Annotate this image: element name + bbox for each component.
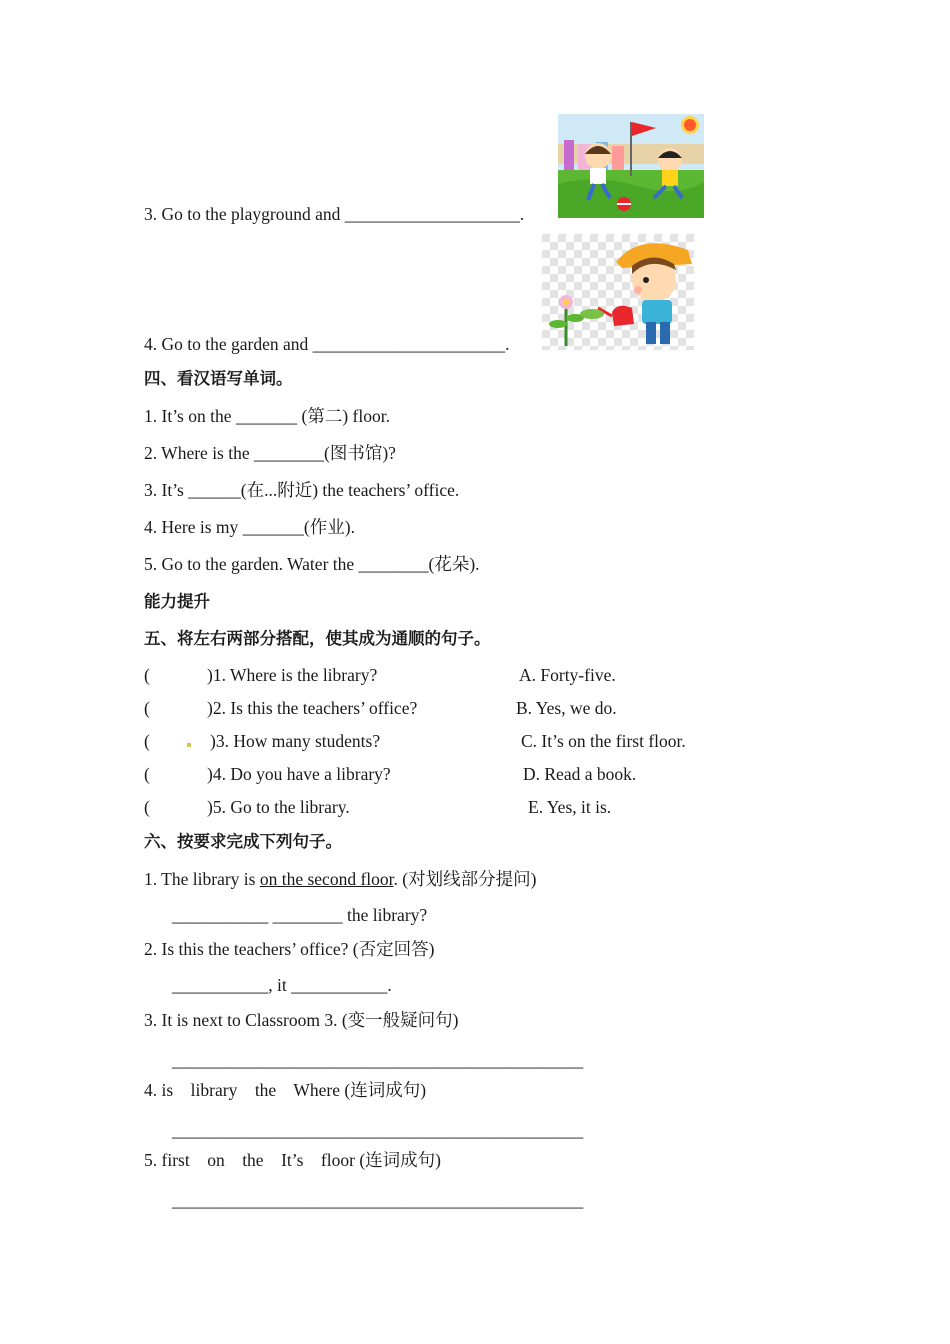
part4-item-2: 2. Where is the ________(图书馆)? [144, 443, 396, 463]
part6-answer-3: _______________________________________________ [172, 1050, 584, 1070]
part6-question-3: 3. It is next to Classroom 3. (变一般疑问句) [144, 1010, 459, 1030]
part4-item-3: 3. It’s ______(在...附近) the teachers’ office. [144, 480, 460, 500]
match-left-item-5: )5. Go to the library. [207, 797, 350, 817]
match-left-item-2: )2. Is this the teachers’ office? [207, 698, 418, 718]
match-right-item-c: C. It’s on the first floor. [521, 731, 686, 751]
match-left-paren-4: ( [144, 764, 150, 784]
match-right-item-b: B. Yes, we do. [516, 698, 617, 718]
stray-dot [187, 743, 191, 747]
part6-answer-5: _______________________________________________ [172, 1190, 584, 1210]
part4-item-5: 5. Go to the garden. Water the ________(花朵). [144, 554, 480, 574]
part6-question-4: 4. is library the Where (连词成句) [144, 1080, 427, 1100]
part4-heading: 四、看汉语写单词。 [144, 369, 293, 388]
section-title: 能力提升 [144, 592, 210, 611]
q1-underlined-phrase: on the second floor [259, 869, 394, 889]
match-right-item-e: E. Yes, it is. [528, 797, 612, 817]
part3-question-4: 4. Go to the garden and ______________________. [144, 334, 510, 354]
part6-question-2: 2. Is this the teachers’ office? (否定回答) [144, 939, 435, 959]
match-left-item-4: )4. Do you have a library? [207, 764, 391, 784]
garden-watering-picture [542, 234, 694, 350]
match-left-item-3: )3. How many students? [210, 731, 381, 751]
match-left-item-1: )1. Where is the library? [207, 665, 378, 685]
part6-answer-4: _______________________________________________ [172, 1120, 584, 1140]
part6-answer-2: ___________, it ___________. [172, 975, 392, 995]
part5-heading: 五、将左右两部分搭配，使其成为通顺的句子。 [144, 629, 491, 648]
match-left-paren-5: ( [144, 797, 150, 817]
match-right-item-a: A. Forty-five. [519, 665, 616, 685]
match-left-paren-1: ( [144, 665, 150, 685]
match-right-item-d: D. Read a book. [523, 764, 637, 784]
part3-question-3: 3. Go to the playground and ____________________. [144, 204, 525, 224]
part4-item-4: 4. Here is my _______(作业). [144, 517, 355, 537]
part4-item-1: 1. It’s on the _______ (第二) floor. [144, 406, 390, 426]
part6-heading: 六、按要求完成下列句子。 [144, 832, 342, 851]
match-left-paren-2: ( [144, 698, 150, 718]
q1-prefix: 1. The library is [144, 869, 260, 889]
match-left-paren-3: ( [144, 731, 150, 751]
part6-answer-1: ___________ ________ the library? [172, 905, 428, 925]
playground-picture [558, 114, 704, 218]
part6-question-1 [144, 868, 536, 890]
q1-suffix: . (对划线部分提问) [393, 869, 537, 889]
part6-question-5: 5. first on the It’s floor (连词成句) [144, 1150, 441, 1170]
